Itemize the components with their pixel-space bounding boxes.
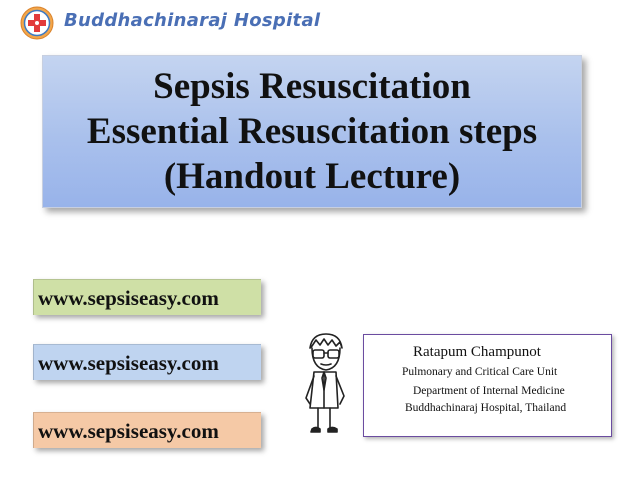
website-link-2[interactable]: www.sepsiseasy.com — [33, 344, 261, 380]
hospital-brand-name: Buddhachinaraj Hospital — [64, 10, 321, 31]
title-box — [42, 55, 582, 208]
website-link-1[interactable]: www.sepsiseasy.com — [33, 279, 261, 315]
author-unit: Pulmonary and Critical Care Unit — [402, 366, 558, 378]
author-info-box — [363, 334, 612, 437]
slide-header — [0, 0, 638, 46]
author-hospital: Buddhachinaraj Hospital, Thailand — [405, 402, 567, 414]
author-name: Ratapum Champunot — [413, 344, 541, 360]
website-link-3[interactable]: www.sepsiseasy.com — [33, 412, 261, 448]
author-department: Department of Internal Medicine — [413, 385, 565, 397]
doctor-cartoon-icon — [296, 328, 354, 438]
hospital-cross-logo-icon — [20, 6, 54, 40]
title-line-2: Essential Resuscitation steps — [86, 111, 538, 152]
title-line-3: (Handout Lecture) — [163, 156, 461, 197]
title-line-1: Sepsis Resuscitation — [153, 66, 471, 107]
